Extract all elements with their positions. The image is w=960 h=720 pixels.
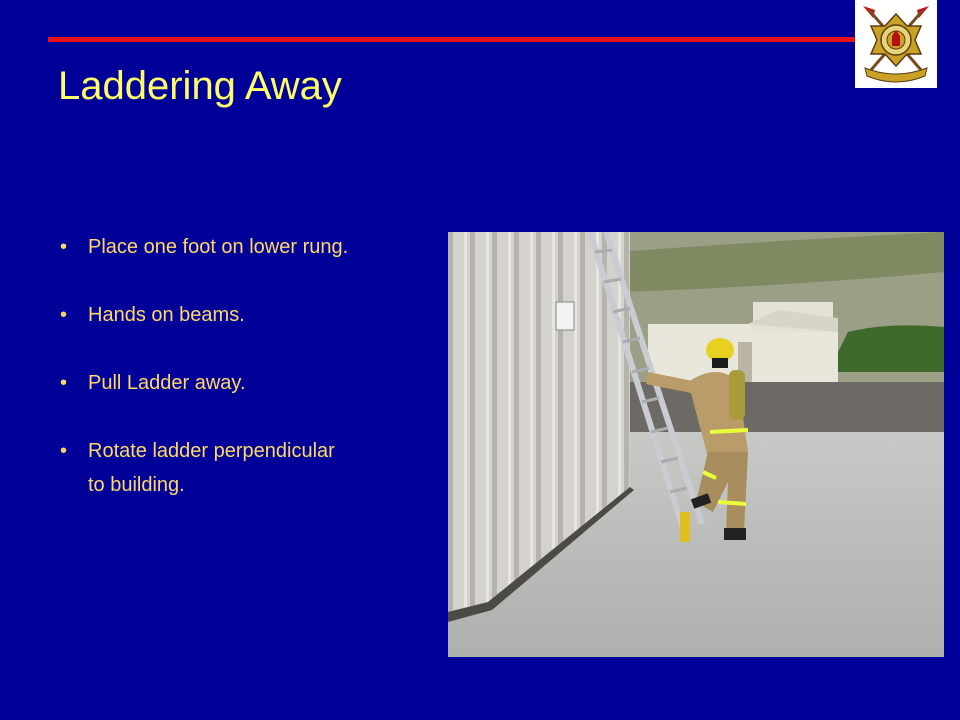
bullet-item (60, 434, 348, 502)
bullet-text-continuation: to building. (88, 474, 185, 496)
fire-department-badge-icon (855, 0, 937, 88)
bullet-list (60, 230, 348, 536)
bullet-item (60, 366, 348, 400)
firefighter-ladder-photo (448, 232, 944, 657)
bullet-text: Pull Ladder away. (88, 372, 246, 394)
bullet-text: Place one foot on lower rung. (88, 236, 349, 258)
header-rule (48, 37, 860, 42)
bullet-item (60, 298, 348, 332)
slide-title: Laddering Away (58, 64, 342, 108)
bullet-text: Hands on beams. (88, 304, 245, 326)
bullet-text: Rotate ladder perpendicular (88, 440, 335, 462)
bullet-item (60, 230, 348, 264)
